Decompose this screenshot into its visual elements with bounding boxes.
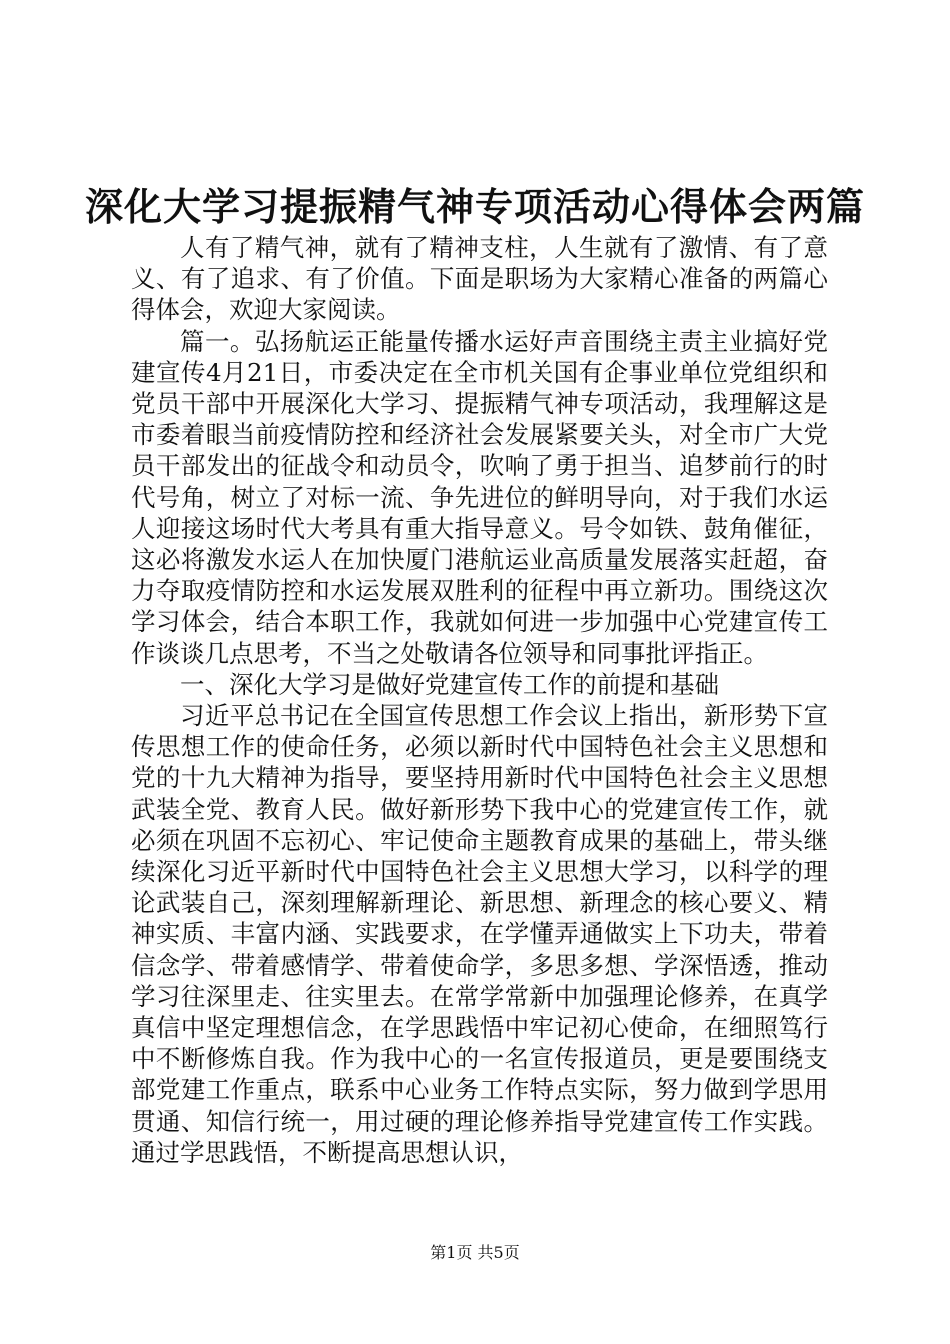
document-title: 深化大学习提振精气神专项活动心得体会两篇 — [84, 184, 865, 229]
paragraph-part-one: 篇一。弘扬航运正能量传播水运好声音围绕主责主业搞好党建宣传4月21日，市委决定在全市机关国有企事业单位党组织和党员干部中开展深化大学习、提振精气神专项活动，我理解这是市委着眼当前疫情防控和经济社会发展紧要关头，对全市广大党员干部发出的征战令和动员令，吹响了勇于担当、追梦前行的时代号角，树立了对标一流、争先进位的鲜明导向，对于我们水运人迎接这场时代大考具有重大指导意义。号令如铁、鼓角催征，这必将激发水运人在加快厦门港航运业高质量发展落实赶超，奋力夺取疫情防控和水运发展双胜利的征程中再立新功。围绕这次学习体会，结合本职工作，我就如何进一步加强中心党建宣传工作谈谈几点思考，不当之处敬请各位领导和同事批评指正。 — [131, 326, 828, 668]
section-heading-one: 一、深化大学习是做好党建宣传工作的前提和基础 — [180, 669, 719, 699]
paragraph-section-one: 习近平总书记在全国宣传思想工作会议上指出，新形势下宣传思想工作的使命任务，必须以新时代中国特色社会主义思想和党的十九大精神为指导，要坚持用新时代中国特色社会主义思想武装全党、教育人民。做好新形势下我中心的党建宣传工作，就必须在巩固不忘初心、牢记使命主题教育成果的基础上，带头继续深化习近平新时代中国特色社会主义思想大学习，以科学的理论武装自己，深刻理解新理论、新思想、新理念的核心要义、精神实质、丰富内涵、实践要求，在学懂弄通做实上下功夫，带着信念学、带着感情学、带着使命学，多思多想、学深悟透，推动学习往深里走、往实里去。在常学常新中加强理论修养，在真学真信中坚定理想信念，在学思践悟中牢记初心使命，在细照笃行中不断修炼自我。作为我中心的一名宣传报道员，更是要围绕支部党建工作重点，联系中心业务工作特点实际，努力做到学思用贯通、知信行统一，用过硬的理论修养指导党建宣传工作实践。通过学思践悟，不断提高思想认识， — [131, 701, 828, 1167]
paragraph-intro: 人有了精气神，就有了精神支柱，人生就有了激情、有了意义、有了追求、有了价值。下面是职场为大家精心准备的两篇心得体会，欢迎大家阅读。 — [131, 233, 828, 325]
page-number-footer: 第1页 共5页 — [430, 1243, 520, 1262]
document-body — [131, 232, 828, 1168]
